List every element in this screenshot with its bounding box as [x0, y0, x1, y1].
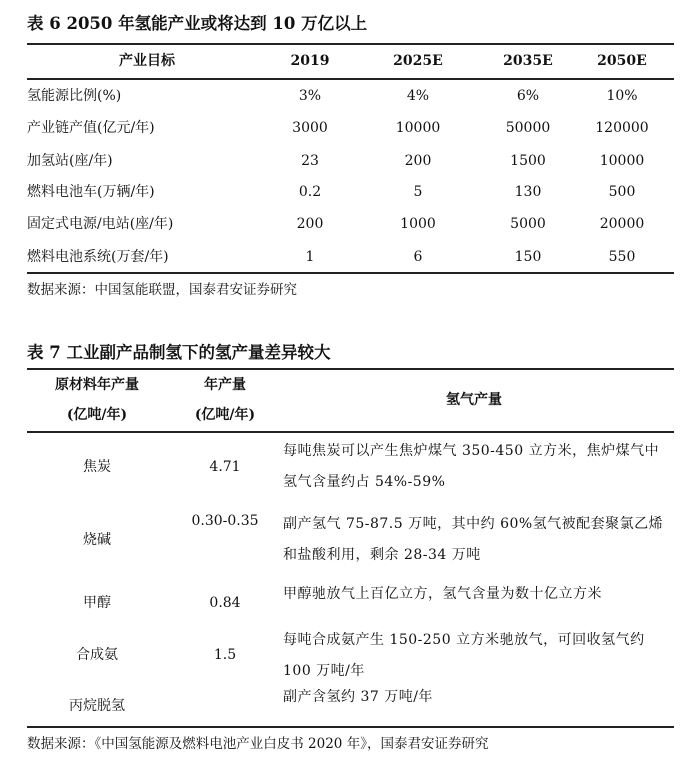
table7-hydrogen: 副产含氢约 37 万吨/年: [283, 689, 433, 705]
table6-header: 产业目标: [119, 53, 175, 69]
table6-header-rule: [27, 78, 674, 80]
table7-hydrogen: 甲醇驰放气上百亿立方，氢气含量为数十亿立方米: [283, 586, 602, 602]
table6-title: 表 6 2050 年氢能产业或将达到 10 万亿以上: [27, 14, 368, 33]
table6-cell: 1000: [400, 216, 436, 232]
table6-source: 数据来源：中国氢能联盟，国泰君安证券研究: [27, 282, 297, 298]
table7-header-hydrogen: 氢气产量: [446, 392, 502, 408]
table7-header-material-unit: (亿吨/年): [66, 407, 128, 423]
table7-hydrogen: 副产氢气 75-87.5 万吨，其中约 60%氢气被配套聚氯乙烯和盐酸利用，剩余 28-34 万吨: [283, 516, 664, 563]
table7-material: 焦炭: [83, 459, 111, 475]
table6-cell: 130: [514, 184, 542, 200]
table6-cell: 200: [296, 216, 324, 232]
table6-cell: 10%: [606, 88, 638, 104]
table7-header-rule: [27, 431, 674, 433]
table6-header: 2019: [290, 53, 330, 69]
table6-cell: 6%: [516, 88, 540, 104]
table7-title: 表 7 工业副产品制氢下的氢产量差异较大: [27, 343, 331, 362]
table6-cell: 50000: [505, 120, 551, 136]
table6-cell: 5000: [510, 216, 546, 232]
table6-cell: 150: [514, 249, 542, 265]
table6-cell: 23: [301, 153, 319, 169]
table6-header: 2025E: [393, 53, 443, 69]
table6-cell: 500: [608, 184, 636, 200]
table7-top-rule: [27, 368, 674, 370]
table6-top-rule: [27, 43, 674, 45]
table6-row-label: 氢能源比例(%): [27, 88, 122, 104]
table6-header: 2050E: [597, 53, 647, 69]
table6-cell: 6: [413, 249, 423, 265]
table6-cell: 1500: [510, 153, 546, 169]
table7-hydrogen: 每吨合成氨产生 150-250 立方米驰放气，可回收氢气约 100 万吨/年: [283, 632, 645, 679]
table6-header: 2035E: [503, 53, 553, 69]
table6-row-label: 燃料电池车(万辆/年): [27, 184, 155, 200]
table7-material: 合成氨: [76, 647, 118, 663]
table6-cell: 200: [404, 153, 432, 169]
table6-cell: 4%: [406, 88, 430, 104]
table7-output: 4.71: [209, 459, 241, 475]
table7-output: 0.30-0.35: [191, 513, 259, 529]
table7-header-material: 原材料年产量: [55, 377, 139, 393]
table7-hydrogen: 每吨焦炭可以产生焦炉煤气 350-450 立方米，焦炉煤气中氢气含量约占 54%-59%: [283, 443, 660, 490]
table6-cell: 10000: [599, 153, 645, 169]
table6-row-label: 产业链产值(亿元/年): [27, 120, 155, 136]
table7-output: 0.84: [209, 595, 241, 611]
table6-cell: 1: [305, 249, 315, 265]
table6-cell: 0.2: [298, 184, 322, 200]
table7-source: 数据来源：《中国氢能源及燃料电池产业白皮书 2020 年》，国泰君安证券研究: [27, 736, 489, 752]
table6-row-label: 加氢站(座/年): [27, 153, 113, 169]
table6-cell: 5: [413, 184, 423, 200]
table7-material: 甲醇: [83, 595, 111, 611]
table6-cell: 120000: [595, 120, 649, 136]
table6-row-label: 固定式电源/电站(座/年): [27, 216, 174, 232]
table6-cell: 3000: [292, 120, 328, 136]
table7-material: 丙烷脱氢: [69, 698, 125, 714]
table6-cell: 550: [608, 249, 636, 265]
table6-row-label: 燃料电池系统(万套/年): [27, 249, 169, 265]
table6-cell: 3%: [298, 88, 322, 104]
table6-bottom-rule: [27, 272, 674, 274]
table7-bottom-rule: [27, 726, 674, 728]
table7-header-output-unit: (亿吨/年): [194, 407, 256, 423]
table7-material: 烧碱: [83, 532, 111, 548]
table7-header-output: 年产量: [204, 377, 246, 393]
table7-output: 1.5: [213, 647, 237, 663]
table6-cell: 20000: [599, 216, 645, 232]
table6-cell: 10000: [395, 120, 441, 136]
